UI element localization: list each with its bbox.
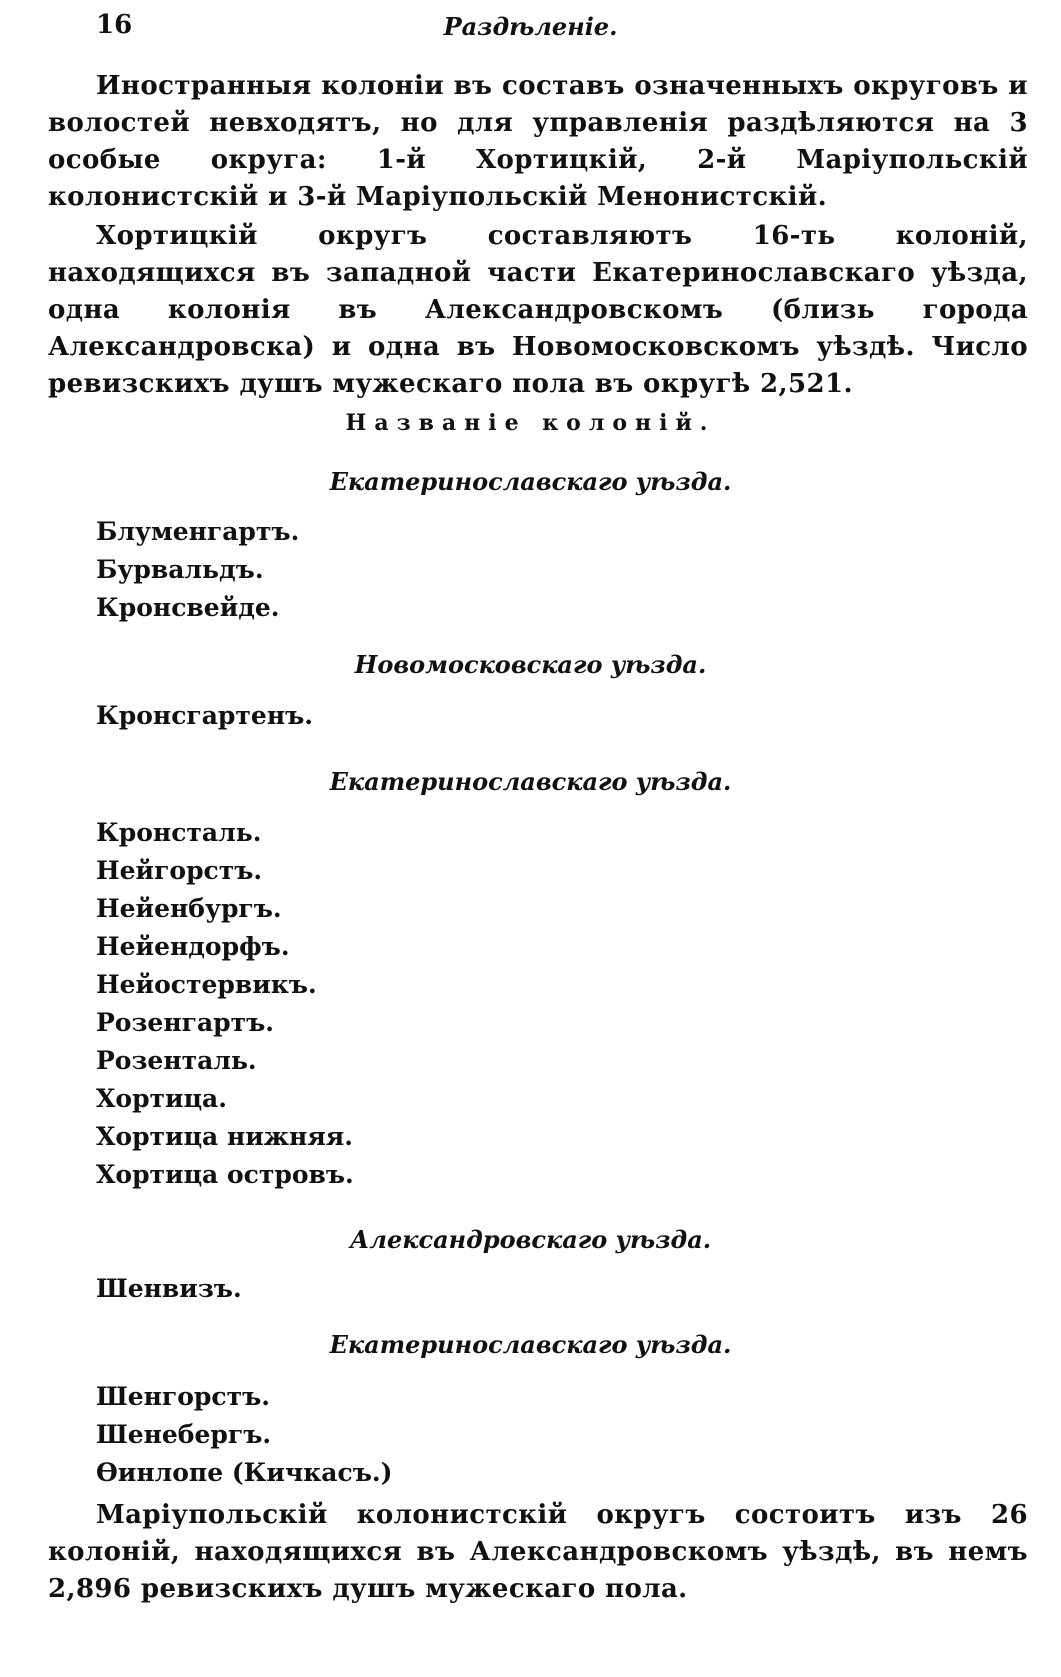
running-title: Раздѣленіе. — [443, 12, 618, 41]
colony-list — [96, 1270, 242, 1308]
intro-paragraph-1-text: Иностранныя колоніи въ составъ означенныхъ округовъ и волостей невходятъ, но для управленія раздѣляются на 3 особые округа: 1-й Хортицкій, 2-й Маріупольскій колонистскій и 3-й Маріупольскій Менонистскій. — [48, 71, 1028, 212]
closing-paragraph-text: Маріупольскій колонистскій округъ состоитъ изъ 26 колоній, находящихся въ Александровскомъ уѣздѣ, въ немъ 2,896 ревизскихъ душъ мужескаго пола. — [48, 1500, 1028, 1604]
district-heading: Екатеринославскаго уѣзда. — [329, 1330, 732, 1359]
colony-item: Хортица островъ. — [96, 1160, 354, 1189]
colony-item: Хортица. — [96, 1084, 227, 1113]
page-number: 16 — [96, 10, 133, 40]
district-heading: Новомосковскаго уѣзда. — [354, 650, 707, 679]
colony-item: Нейенбургъ. — [96, 894, 282, 923]
colony-list — [96, 513, 299, 627]
colony-list — [96, 814, 354, 1194]
intro-paragraph-2 — [48, 218, 1028, 403]
closing-paragraph — [48, 1497, 1028, 1608]
intro-paragraph-1 — [48, 68, 1028, 216]
colony-list — [96, 1378, 392, 1492]
intro-paragraph-2-text: Хортицкій округъ составляютъ 16-ть колоній, находящихся въ западной части Екатеринославскаго уѣзда, одна колонія въ Александровскомъ (близь города Александровска) и одна въ Новомосковскомъ уѣздѣ. Число ревизскихъ душъ мужескаго пола въ округѣ 2,521. — [48, 221, 1028, 399]
district-heading: Екатеринославскаго уѣзда. — [329, 467, 732, 496]
colony-list — [96, 697, 313, 735]
colony-item: Ѳинлопе (Кичкасъ.) — [96, 1458, 393, 1487]
colony-item: Блуменгартъ. — [96, 517, 300, 546]
colony-item: Розенталь. — [96, 1046, 257, 1075]
district-heading: Екатеринославскаго уѣзда. — [329, 767, 732, 796]
colony-item: Нейендорфъ. — [96, 932, 290, 961]
colony-item: Нейостервикъ. — [96, 970, 317, 999]
section-title: Названіе колоній. — [345, 410, 716, 436]
colony-item: Нейгорстъ. — [96, 856, 263, 885]
colony-item: Кронсталь. — [96, 818, 262, 847]
colony-item: Шенгорстъ. — [96, 1382, 270, 1411]
colony-item: Хортица нижняя. — [96, 1122, 353, 1151]
colony-item: Бурвальдъ. — [96, 555, 264, 584]
colony-item: Шенебергъ. — [96, 1420, 272, 1449]
colony-item: Кронсвейде. — [96, 593, 280, 622]
colony-item: Розенгартъ. — [96, 1008, 275, 1037]
district-heading: Александровскаго уѣзда. — [349, 1225, 712, 1254]
colony-item: Кронсгартенъ. — [96, 701, 313, 730]
colony-item: Шенвизъ. — [96, 1274, 242, 1303]
